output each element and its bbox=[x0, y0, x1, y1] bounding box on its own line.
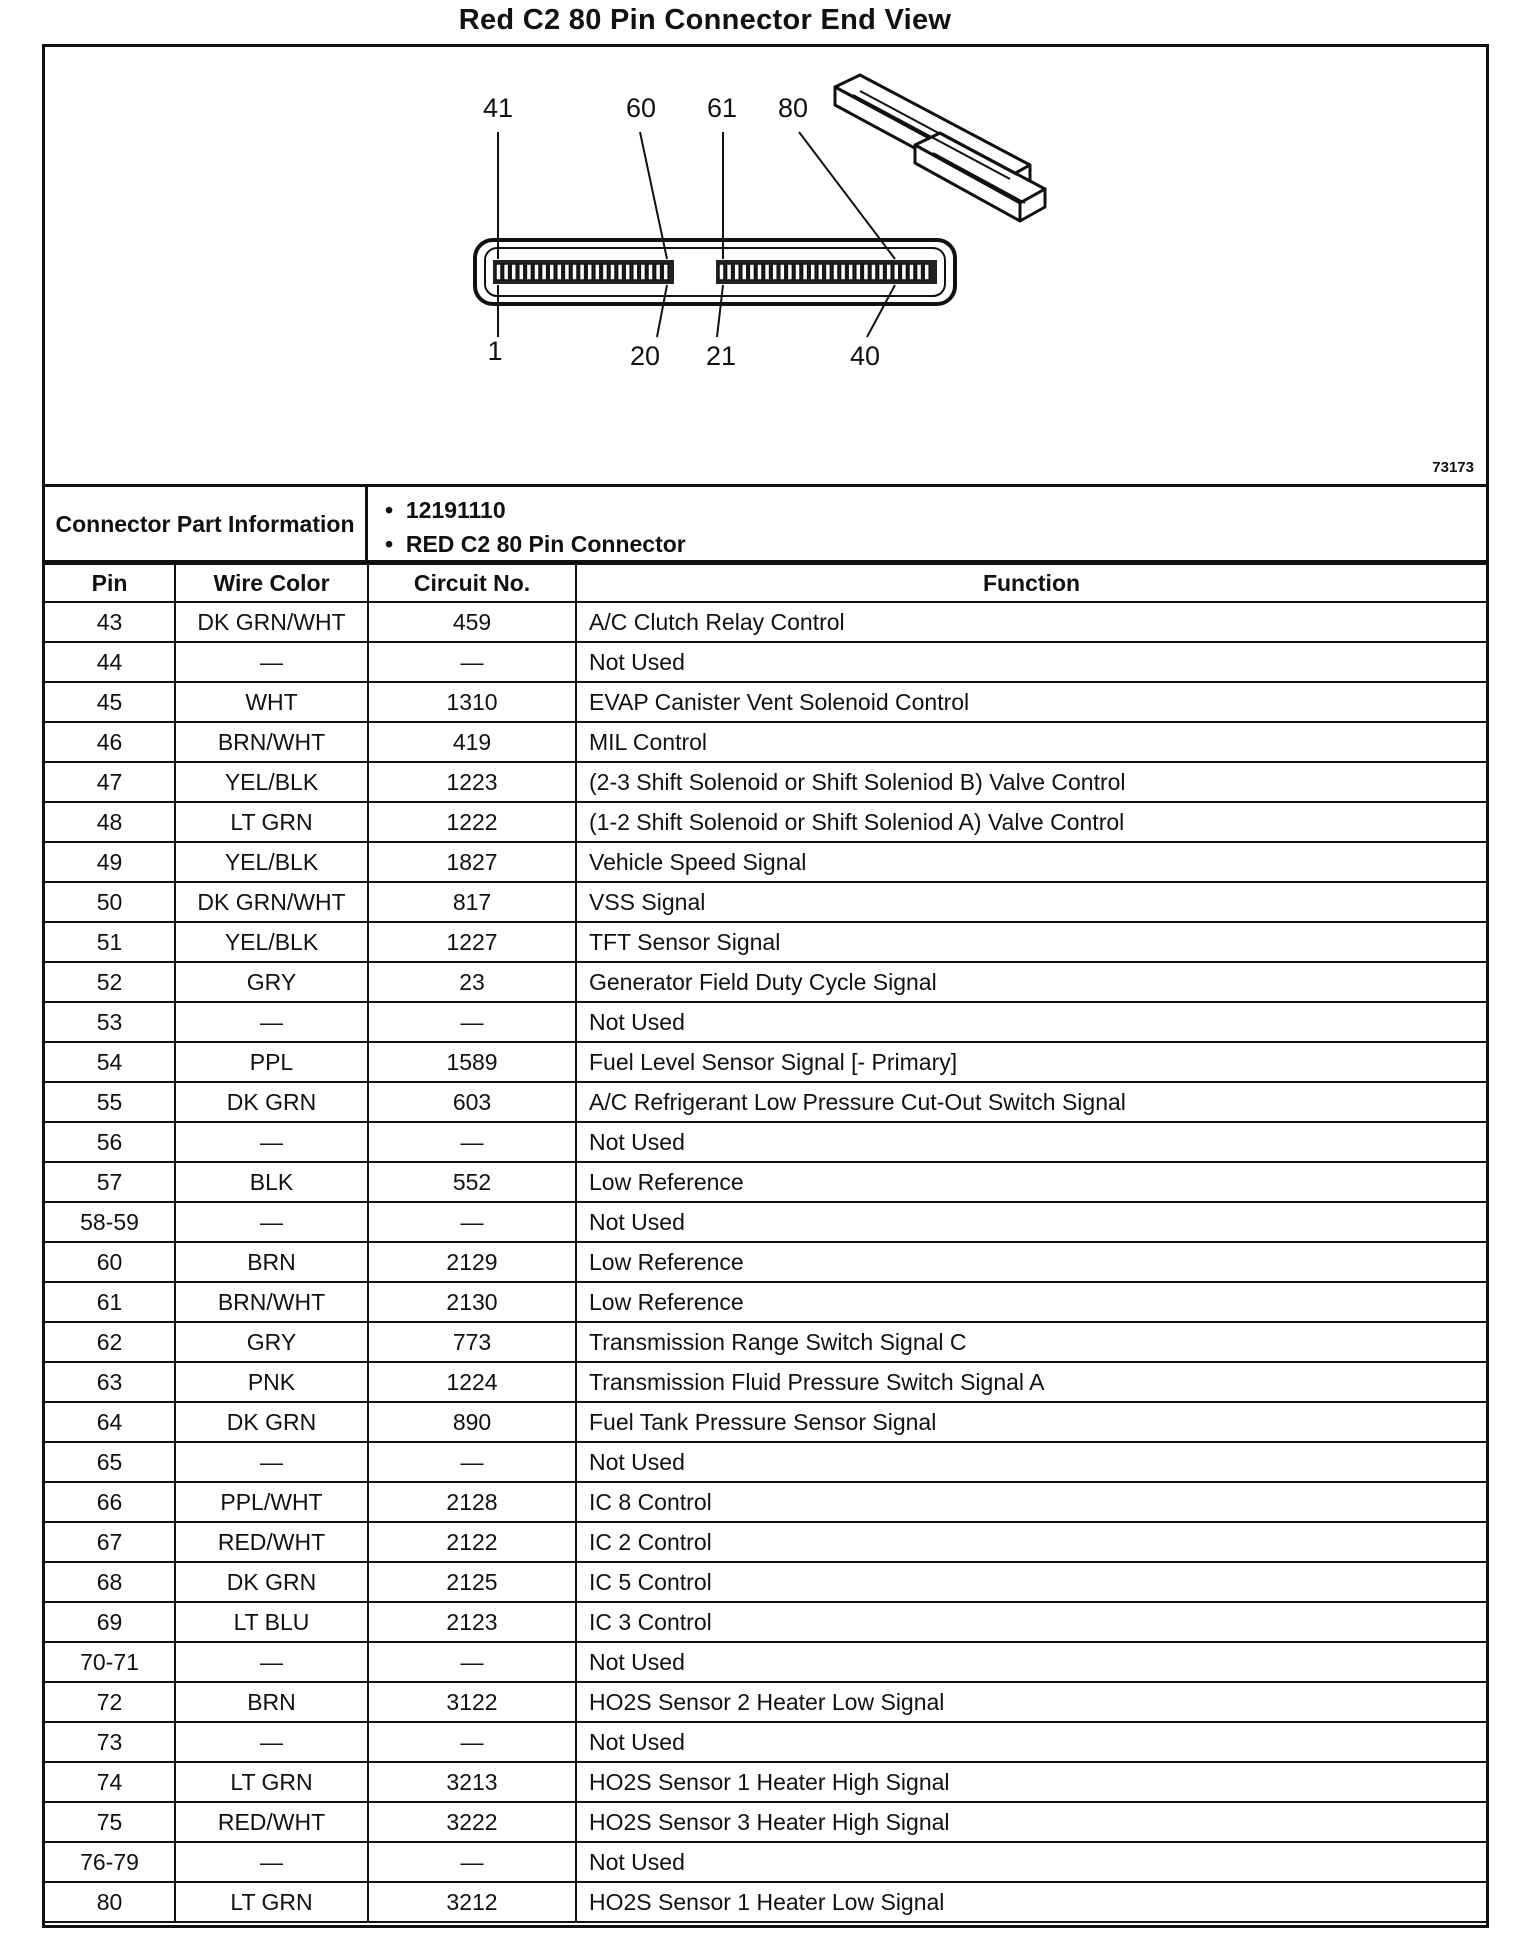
function-cell: Fuel Level Sensor Signal [- Primary] bbox=[576, 1042, 1486, 1082]
wire-color-cell: YEL/BLK bbox=[175, 762, 368, 802]
wire-color-cell: DK GRN/WHT bbox=[175, 602, 368, 642]
table-row bbox=[45, 1002, 1486, 1042]
pin-cavity bbox=[765, 264, 770, 280]
pin-cavity bbox=[625, 264, 630, 280]
pin-cavity bbox=[727, 264, 732, 280]
circuit-cell: 552 bbox=[368, 1162, 576, 1202]
pin-cavity bbox=[511, 264, 516, 280]
table-row bbox=[45, 722, 1486, 762]
pin-cell: 56 bbox=[45, 1122, 175, 1162]
function-cell: HO2S Sensor 1 Heater High Signal bbox=[576, 1762, 1486, 1802]
function-cell: Low Reference bbox=[576, 1282, 1486, 1322]
circuit-cell: — bbox=[368, 642, 576, 682]
function-cell: Low Reference bbox=[576, 1242, 1486, 1282]
pin-cavity bbox=[780, 264, 785, 280]
pin-cavity bbox=[663, 264, 668, 280]
table-row bbox=[45, 1562, 1486, 1602]
pin-cavity bbox=[810, 264, 815, 280]
function-cell: Not Used bbox=[576, 1642, 1486, 1682]
figure-id: 73173 bbox=[1432, 459, 1474, 476]
circuit-cell: 2129 bbox=[368, 1242, 576, 1282]
connector-diagram bbox=[45, 47, 1486, 487]
table-row bbox=[45, 1642, 1486, 1682]
pin-cell: 55 bbox=[45, 1082, 175, 1122]
wire-color-cell: PNK bbox=[175, 1362, 368, 1402]
circuit-cell: 3122 bbox=[368, 1682, 576, 1722]
table-row bbox=[45, 682, 1486, 722]
function-cell: IC 3 Control bbox=[576, 1602, 1486, 1642]
function-cell: (2-3 Shift Solenoid or Shift Soleniod B) Valve Control bbox=[576, 762, 1486, 802]
pin-cell: 53 bbox=[45, 1002, 175, 1042]
circuit-cell: 2122 bbox=[368, 1522, 576, 1562]
circuit-cell: — bbox=[368, 1122, 576, 1162]
circuit-cell: 773 bbox=[368, 1322, 576, 1362]
pin-cell: 70-71 bbox=[45, 1642, 175, 1682]
table-row bbox=[45, 1842, 1486, 1882]
function-cell: MIL Control bbox=[576, 722, 1486, 762]
wire-color-cell: YEL/BLK bbox=[175, 842, 368, 882]
pin-cell: 66 bbox=[45, 1482, 175, 1522]
pin-cell: 62 bbox=[45, 1322, 175, 1362]
table-row bbox=[45, 802, 1486, 842]
pin-cavity bbox=[901, 264, 906, 280]
table-row bbox=[45, 1522, 1486, 1562]
pin-cell: 52 bbox=[45, 962, 175, 1002]
function-cell: IC 5 Control bbox=[576, 1562, 1486, 1602]
pin-cavity bbox=[749, 264, 754, 280]
table-row bbox=[45, 842, 1486, 882]
table-row bbox=[45, 602, 1486, 642]
wire-color-cell: YEL/BLK bbox=[175, 922, 368, 962]
circuit-cell: 2125 bbox=[368, 1562, 576, 1602]
page-title: Red C2 80 Pin Connector End View bbox=[458, 4, 952, 36]
table-row bbox=[45, 962, 1486, 1002]
circuit-cell: 2130 bbox=[368, 1282, 576, 1322]
header-wire-color: Wire Color bbox=[175, 564, 368, 602]
pin-cell: 80 bbox=[45, 1882, 175, 1922]
circuit-cell: 2123 bbox=[368, 1602, 576, 1642]
table-row bbox=[45, 1762, 1486, 1802]
pin-cavity bbox=[856, 264, 861, 280]
wire-color-cell: BRN/WHT bbox=[175, 1282, 368, 1322]
pin-cavity bbox=[610, 264, 615, 280]
wire-color-cell: — bbox=[175, 642, 368, 682]
pin-cavity bbox=[504, 264, 509, 280]
circuit-cell: 890 bbox=[368, 1402, 576, 1442]
table-row bbox=[45, 1482, 1486, 1522]
table-row bbox=[45, 1402, 1486, 1442]
pin-cavity bbox=[648, 264, 653, 280]
function-cell: Generator Field Duty Cycle Signal bbox=[576, 962, 1486, 1002]
pin-cavity bbox=[595, 264, 600, 280]
function-cell: A/C Clutch Relay Control bbox=[576, 602, 1486, 642]
table-row bbox=[45, 1042, 1486, 1082]
wire-color-cell: PPL/WHT bbox=[175, 1482, 368, 1522]
circuit-cell: 3222 bbox=[368, 1802, 576, 1842]
pin-cell: 76-79 bbox=[45, 1842, 175, 1882]
pin-cell: 73 bbox=[45, 1722, 175, 1762]
function-cell: HO2S Sensor 3 Heater High Signal bbox=[576, 1802, 1486, 1842]
table-row bbox=[45, 1442, 1486, 1482]
table-row bbox=[45, 1242, 1486, 1282]
function-cell: Not Used bbox=[576, 1722, 1486, 1762]
wire-color-cell: BLK bbox=[175, 1162, 368, 1202]
pin-cell: 67 bbox=[45, 1522, 175, 1562]
pin-cavity bbox=[640, 264, 645, 280]
table-row bbox=[45, 1122, 1486, 1162]
pin-cavity bbox=[795, 264, 800, 280]
function-cell: HO2S Sensor 2 Heater Low Signal bbox=[576, 1682, 1486, 1722]
table-row bbox=[45, 1602, 1486, 1642]
pin-cell: 44 bbox=[45, 642, 175, 682]
header-pin: Pin bbox=[45, 564, 175, 602]
pinout-table-body bbox=[45, 602, 1486, 1922]
wire-color-cell: DK GRN bbox=[175, 1402, 368, 1442]
wire-color-cell: LT GRN bbox=[175, 802, 368, 842]
function-cell: Not Used bbox=[576, 1442, 1486, 1482]
function-cell: VSS Signal bbox=[576, 882, 1486, 922]
circuit-cell: 1227 bbox=[368, 922, 576, 962]
pin-cavity bbox=[519, 264, 524, 280]
function-cell: Fuel Tank Pressure Sensor Signal bbox=[576, 1402, 1486, 1442]
pin-cavity bbox=[917, 264, 922, 280]
pin-cavity bbox=[886, 264, 891, 280]
wire-color-cell: — bbox=[175, 1642, 368, 1682]
part-number: • 12191110 bbox=[385, 493, 686, 527]
function-cell: HO2S Sensor 1 Heater Low Signal bbox=[576, 1882, 1486, 1922]
circuit-cell: 459 bbox=[368, 602, 576, 642]
wire-color-cell: RED/WHT bbox=[175, 1802, 368, 1842]
function-cell: EVAP Canister Vent Solenoid Control bbox=[576, 682, 1486, 722]
pin-cell: 51 bbox=[45, 922, 175, 962]
pinout-sheet bbox=[42, 44, 1489, 1928]
wire-color-cell: — bbox=[175, 1442, 368, 1482]
circuit-cell: — bbox=[368, 1722, 576, 1762]
table-row bbox=[45, 1282, 1486, 1322]
circuit-cell: 2128 bbox=[368, 1482, 576, 1522]
pin-cavity bbox=[602, 264, 607, 280]
pin-label-20: 20 bbox=[629, 341, 661, 371]
pin-cell: 61 bbox=[45, 1282, 175, 1322]
wire-color-cell: BRN/WHT bbox=[175, 722, 368, 762]
function-cell: Vehicle Speed Signal bbox=[576, 842, 1486, 882]
connector-isometric-sketch bbox=[835, 75, 1045, 221]
pinout-table bbox=[45, 563, 1486, 1923]
wire-color-cell: PPL bbox=[175, 1042, 368, 1082]
header-circuit-no: Circuit No. bbox=[368, 564, 576, 602]
table-row bbox=[45, 1722, 1486, 1762]
pin-cavity bbox=[772, 264, 777, 280]
wire-color-cell: — bbox=[175, 1842, 368, 1882]
table-row bbox=[45, 1202, 1486, 1242]
pin-label-21: 21 bbox=[705, 341, 737, 371]
connector-part-info-label: Connector Part Information bbox=[45, 487, 368, 560]
function-cell: A/C Refrigerant Low Pressure Cut-Out Switch Signal bbox=[576, 1082, 1486, 1122]
function-cell: Not Used bbox=[576, 1122, 1486, 1162]
pin-label-41: 41 bbox=[482, 93, 514, 123]
pin-cell: 60 bbox=[45, 1242, 175, 1282]
pin-cavity bbox=[734, 264, 739, 280]
table-row bbox=[45, 1322, 1486, 1362]
pin-cavity bbox=[496, 264, 501, 280]
circuit-cell: 1224 bbox=[368, 1362, 576, 1402]
circuit-cell: 3213 bbox=[368, 1762, 576, 1802]
circuit-cell: — bbox=[368, 1202, 576, 1242]
table-header-row bbox=[45, 564, 1486, 602]
table-row bbox=[45, 922, 1486, 962]
pin-cavity bbox=[549, 264, 554, 280]
connector-part-info-list bbox=[385, 493, 686, 561]
pin-cavity bbox=[742, 264, 747, 280]
pin-cavity bbox=[863, 264, 868, 280]
pin-cavity bbox=[618, 264, 623, 280]
circuit-cell: 817 bbox=[368, 882, 576, 922]
pin-cavities bbox=[493, 258, 937, 286]
function-cell: TFT Sensor Signal bbox=[576, 922, 1486, 962]
function-cell: Low Reference bbox=[576, 1162, 1486, 1202]
table-row bbox=[45, 642, 1486, 682]
wire-color-cell: RED/WHT bbox=[175, 1522, 368, 1562]
function-cell: (1-2 Shift Solenoid or Shift Soleniod A) Valve Control bbox=[576, 802, 1486, 842]
pin-cell: 48 bbox=[45, 802, 175, 842]
function-cell: Not Used bbox=[576, 1002, 1486, 1042]
pin-cavity bbox=[564, 264, 569, 280]
pin-cavity bbox=[833, 264, 838, 280]
pin-cell: 54 bbox=[45, 1042, 175, 1082]
table-row bbox=[45, 762, 1486, 802]
pin-cavity bbox=[580, 264, 585, 280]
pin-label-80: 80 bbox=[777, 93, 809, 123]
connector-part-info bbox=[45, 487, 1486, 563]
pin-cell: 64 bbox=[45, 1402, 175, 1442]
function-cell: Not Used bbox=[576, 1842, 1486, 1882]
circuit-cell: — bbox=[368, 1842, 576, 1882]
circuit-cell: 23 bbox=[368, 962, 576, 1002]
pin-label-1: 1 bbox=[487, 336, 503, 366]
table-row bbox=[45, 1082, 1486, 1122]
connector-description: • RED C2 80 Pin Connector bbox=[385, 527, 686, 561]
pin-cavity bbox=[719, 264, 724, 280]
circuit-cell: 1310 bbox=[368, 682, 576, 722]
pin-cavity bbox=[848, 264, 853, 280]
pin-cavity bbox=[757, 264, 762, 280]
wire-color-cell: BRN bbox=[175, 1682, 368, 1722]
leader-lines bbox=[498, 132, 895, 337]
connector-end-view-illustration bbox=[45, 47, 1486, 484]
wire-color-cell: — bbox=[175, 1202, 368, 1242]
pin-cavity bbox=[526, 264, 531, 280]
circuit-cell: 1589 bbox=[368, 1042, 576, 1082]
pin-cell: 74 bbox=[45, 1762, 175, 1802]
pin-cavity bbox=[871, 264, 876, 280]
pin-cavity bbox=[587, 264, 592, 280]
pin-cell: 49 bbox=[45, 842, 175, 882]
table-row bbox=[45, 882, 1486, 922]
pin-cavity bbox=[818, 264, 823, 280]
circuit-cell: 603 bbox=[368, 1082, 576, 1122]
pin-cavity bbox=[656, 264, 661, 280]
wire-color-cell: DK GRN bbox=[175, 1082, 368, 1122]
pin-cell: 45 bbox=[45, 682, 175, 722]
header-function: Function bbox=[576, 564, 1486, 602]
function-cell: Transmission Range Switch Signal C bbox=[576, 1322, 1486, 1362]
wire-color-cell: BRN bbox=[175, 1242, 368, 1282]
pin-cell: 50 bbox=[45, 882, 175, 922]
pin-cell: 68 bbox=[45, 1562, 175, 1602]
pin-cell: 57 bbox=[45, 1162, 175, 1202]
table-row bbox=[45, 1882, 1486, 1922]
wire-color-cell: DK GRN bbox=[175, 1562, 368, 1602]
wire-color-cell: DK GRN/WHT bbox=[175, 882, 368, 922]
pin-cavity bbox=[924, 264, 929, 280]
wire-color-cell: — bbox=[175, 1122, 368, 1162]
table-row bbox=[45, 1802, 1486, 1842]
circuit-cell: — bbox=[368, 1642, 576, 1682]
pin-cavity bbox=[633, 264, 638, 280]
pin-cavity bbox=[803, 264, 808, 280]
connector-key-gap bbox=[674, 258, 716, 286]
pin-cavity bbox=[841, 264, 846, 280]
function-cell: Transmission Fluid Pressure Switch Signal A bbox=[576, 1362, 1486, 1402]
circuit-cell: 1827 bbox=[368, 842, 576, 882]
pin-cavity bbox=[894, 264, 899, 280]
pin-cell: 72 bbox=[45, 1682, 175, 1722]
circuit-cell: — bbox=[368, 1442, 576, 1482]
pin-label-40: 40 bbox=[849, 341, 881, 371]
pin-cavity bbox=[572, 264, 577, 280]
function-cell: IC 8 Control bbox=[576, 1482, 1486, 1522]
pin-cavity bbox=[879, 264, 884, 280]
wire-color-cell: GRY bbox=[175, 962, 368, 1002]
wire-color-cell: LT GRN bbox=[175, 1762, 368, 1802]
pin-cavity bbox=[557, 264, 562, 280]
pin-cell: 43 bbox=[45, 602, 175, 642]
pin-cell: 46 bbox=[45, 722, 175, 762]
table-row bbox=[45, 1162, 1486, 1202]
pin-cell: 75 bbox=[45, 1802, 175, 1842]
pin-cavity bbox=[825, 264, 830, 280]
pin-cell: 65 bbox=[45, 1442, 175, 1482]
wire-color-cell: — bbox=[175, 1722, 368, 1762]
pin-cavity bbox=[787, 264, 792, 280]
function-cell: Not Used bbox=[576, 1202, 1486, 1242]
table-row bbox=[45, 1362, 1486, 1402]
function-cell: IC 2 Control bbox=[576, 1522, 1486, 1562]
pin-cell: 58-59 bbox=[45, 1202, 175, 1242]
pin-label-60: 60 bbox=[625, 93, 657, 123]
circuit-cell: 3212 bbox=[368, 1882, 576, 1922]
circuit-cell: 1223 bbox=[368, 762, 576, 802]
pin-cavity bbox=[534, 264, 539, 280]
circuit-cell: 1222 bbox=[368, 802, 576, 842]
wire-color-cell: LT GRN bbox=[175, 1882, 368, 1922]
pin-cell: 47 bbox=[45, 762, 175, 802]
pin-label-61: 61 bbox=[706, 93, 738, 123]
pin-cavity bbox=[909, 264, 914, 280]
wire-color-cell: WHT bbox=[175, 682, 368, 722]
wire-color-cell: — bbox=[175, 1002, 368, 1042]
table-row bbox=[45, 1682, 1486, 1722]
pin-cell: 63 bbox=[45, 1362, 175, 1402]
circuit-cell: 419 bbox=[368, 722, 576, 762]
function-cell: Not Used bbox=[576, 642, 1486, 682]
pin-cavity bbox=[542, 264, 547, 280]
wire-color-cell: LT BLU bbox=[175, 1602, 368, 1642]
circuit-cell: — bbox=[368, 1002, 576, 1042]
wire-color-cell: GRY bbox=[175, 1322, 368, 1362]
pin-cell: 69 bbox=[45, 1602, 175, 1642]
